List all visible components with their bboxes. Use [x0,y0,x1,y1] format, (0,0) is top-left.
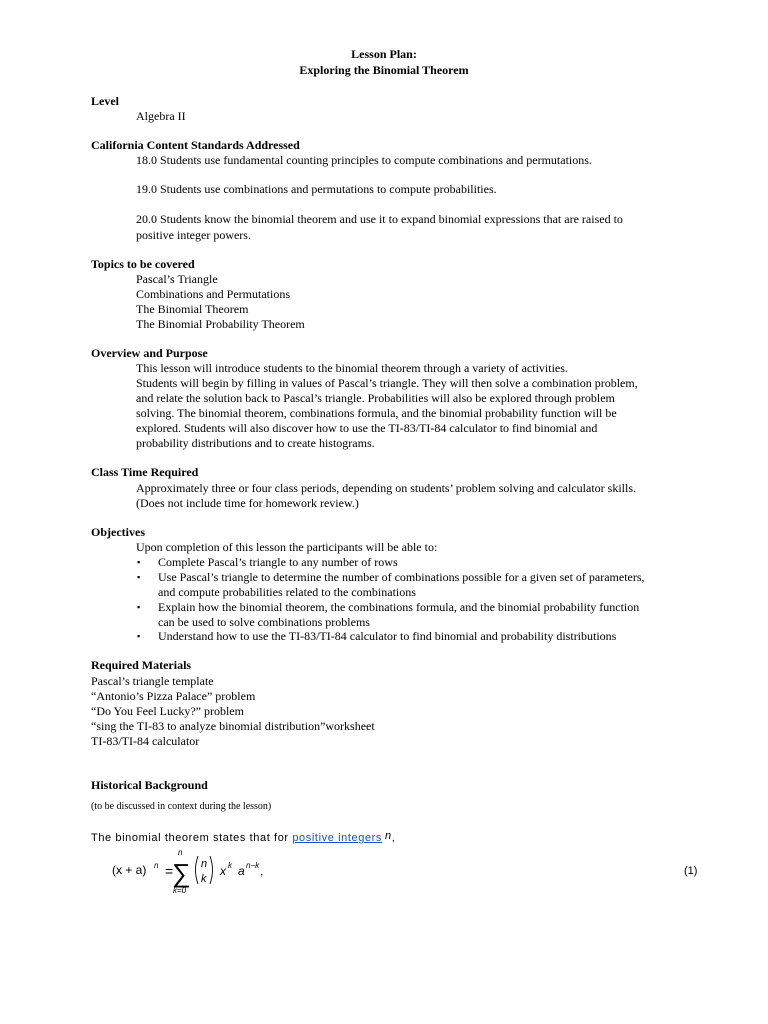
sigma-lower-limit: k=0 [173,886,187,895]
bullet-icon: ▪ [137,557,141,567]
standards-heading: California Content Standards Addressed [91,138,300,152]
bullet-icon: ▪ [137,572,141,582]
overview-line: solving. The binomial theorem, combinations formula, and the binomial probability function will be [136,406,617,420]
material-item: “sing the TI-83 to analyze binomial distribution”worksheet [91,719,375,733]
overview-line: probability distributions and to create histograms. [136,436,375,450]
objective-item-continued: and compute probabilities related to the combinations [158,585,416,599]
topic-item: The Binomial Probability Theorem [136,317,305,331]
standard-20-line1: 20.0 Students know the binomial theorem and use it to expand binomial expressions that are raised to [136,212,623,226]
overview-heading: Overview and Purpose [91,346,208,360]
binomial-bottom: k [201,873,207,885]
overview-line: Students will begin by filling in values of Pascal’s triangle. They will then solve a combination problem, [136,376,638,390]
equation-a: a [238,864,245,878]
level-value: Algebra II [136,109,186,123]
statement-suffix: , [391,832,396,844]
history-note: (to be discussed in context during the lesson) [91,801,272,812]
equation-trailing-comma: , [260,864,264,878]
history-heading: Historical Background [91,778,208,792]
topic-item: Pascal’s Triangle [136,272,218,286]
topic-item: Combinations and Permutations [136,287,290,301]
materials-heading: Required Materials [91,658,192,672]
lesson-plan-label: Lesson Plan: [351,47,417,61]
objective-item: Complete Pascal’s triangle to any number of rows [158,555,398,569]
binomial-right-paren [210,856,213,884]
equation-x-exponent: k [228,861,232,870]
lesson-title: Exploring the Binomial Theorem [299,63,469,77]
bullet-icon: ▪ [137,631,141,641]
material-item: TI-83/TI-84 calculator [91,734,200,748]
standard-19: 19.0 Students use combinations and permutations to compute probabilities. [136,182,497,196]
equation-x: x [220,864,226,878]
bullet-icon: ▪ [137,602,141,612]
overview-line: and relate the solution back to Pascal’s triangle. Probabilities will also be explored through problem [136,391,615,405]
equation-lhs: (x + a) [112,863,147,877]
topics-heading: Topics to be covered [91,257,195,271]
class-time-line1: Approximately three or four class periods, depending on students’ problem solving and calculator skills. [136,481,636,495]
sigma-upper-limit: n [178,848,183,857]
material-item: “Do You Feel Lucky?” problem [91,704,244,718]
positive-integers-link[interactable]: positive integers [292,832,383,844]
objective-item: Understand how to use the TI-83/TI-84 calculator to find binomial and probability distributions [158,629,617,643]
binomial-top: n [201,858,208,870]
statement-var: n [385,830,392,842]
equation-a-exponent: n−k [246,861,260,870]
material-item: “Antonio’s Pizza Palace” problem [91,689,256,703]
standard-20-line2: positive integer powers. [136,228,251,242]
objective-item: Explain how the binomial theorem, the combinations formula, and the binomial probability function [158,600,640,614]
objective-item-continued: can be used to solve combinations problems [158,615,370,629]
standard-18: 18.0 Students use fundamental counting principles to compute combinations and permutations. [136,153,592,167]
material-item: Pascal’s triangle template [91,674,214,688]
class-time-line2: (Does not include time for homework review.) [136,496,359,510]
binomial-equation [100,840,720,900]
sigma-symbol: ∑ [172,858,191,888]
overview-line: explored. Students will also discover how to use the TI-83/TI-84 calculator to find binomial and [136,421,598,435]
binomial-left-paren [196,856,199,884]
objective-item: Use Pascal’s triangle to determine the number of combinations possible for a given set of parameters, [158,570,645,584]
objectives-heading: Objectives [91,525,145,539]
equation-number: (1) [684,865,698,877]
class-time-heading: Class Time Required [91,465,199,479]
equation-equals: = [165,863,174,879]
topic-item: The Binomial Theorem [136,302,249,316]
equation-lhs-exponent: n [154,861,159,870]
overview-line: This lesson will introduce students to the binomial theorem through a variety of activities. [136,361,568,375]
objectives-intro: Upon completion of this lesson the participants will be able to: [136,540,438,554]
statement-prefix: The binomial theorem states that for [91,832,293,844]
level-heading: Level [91,94,119,108]
